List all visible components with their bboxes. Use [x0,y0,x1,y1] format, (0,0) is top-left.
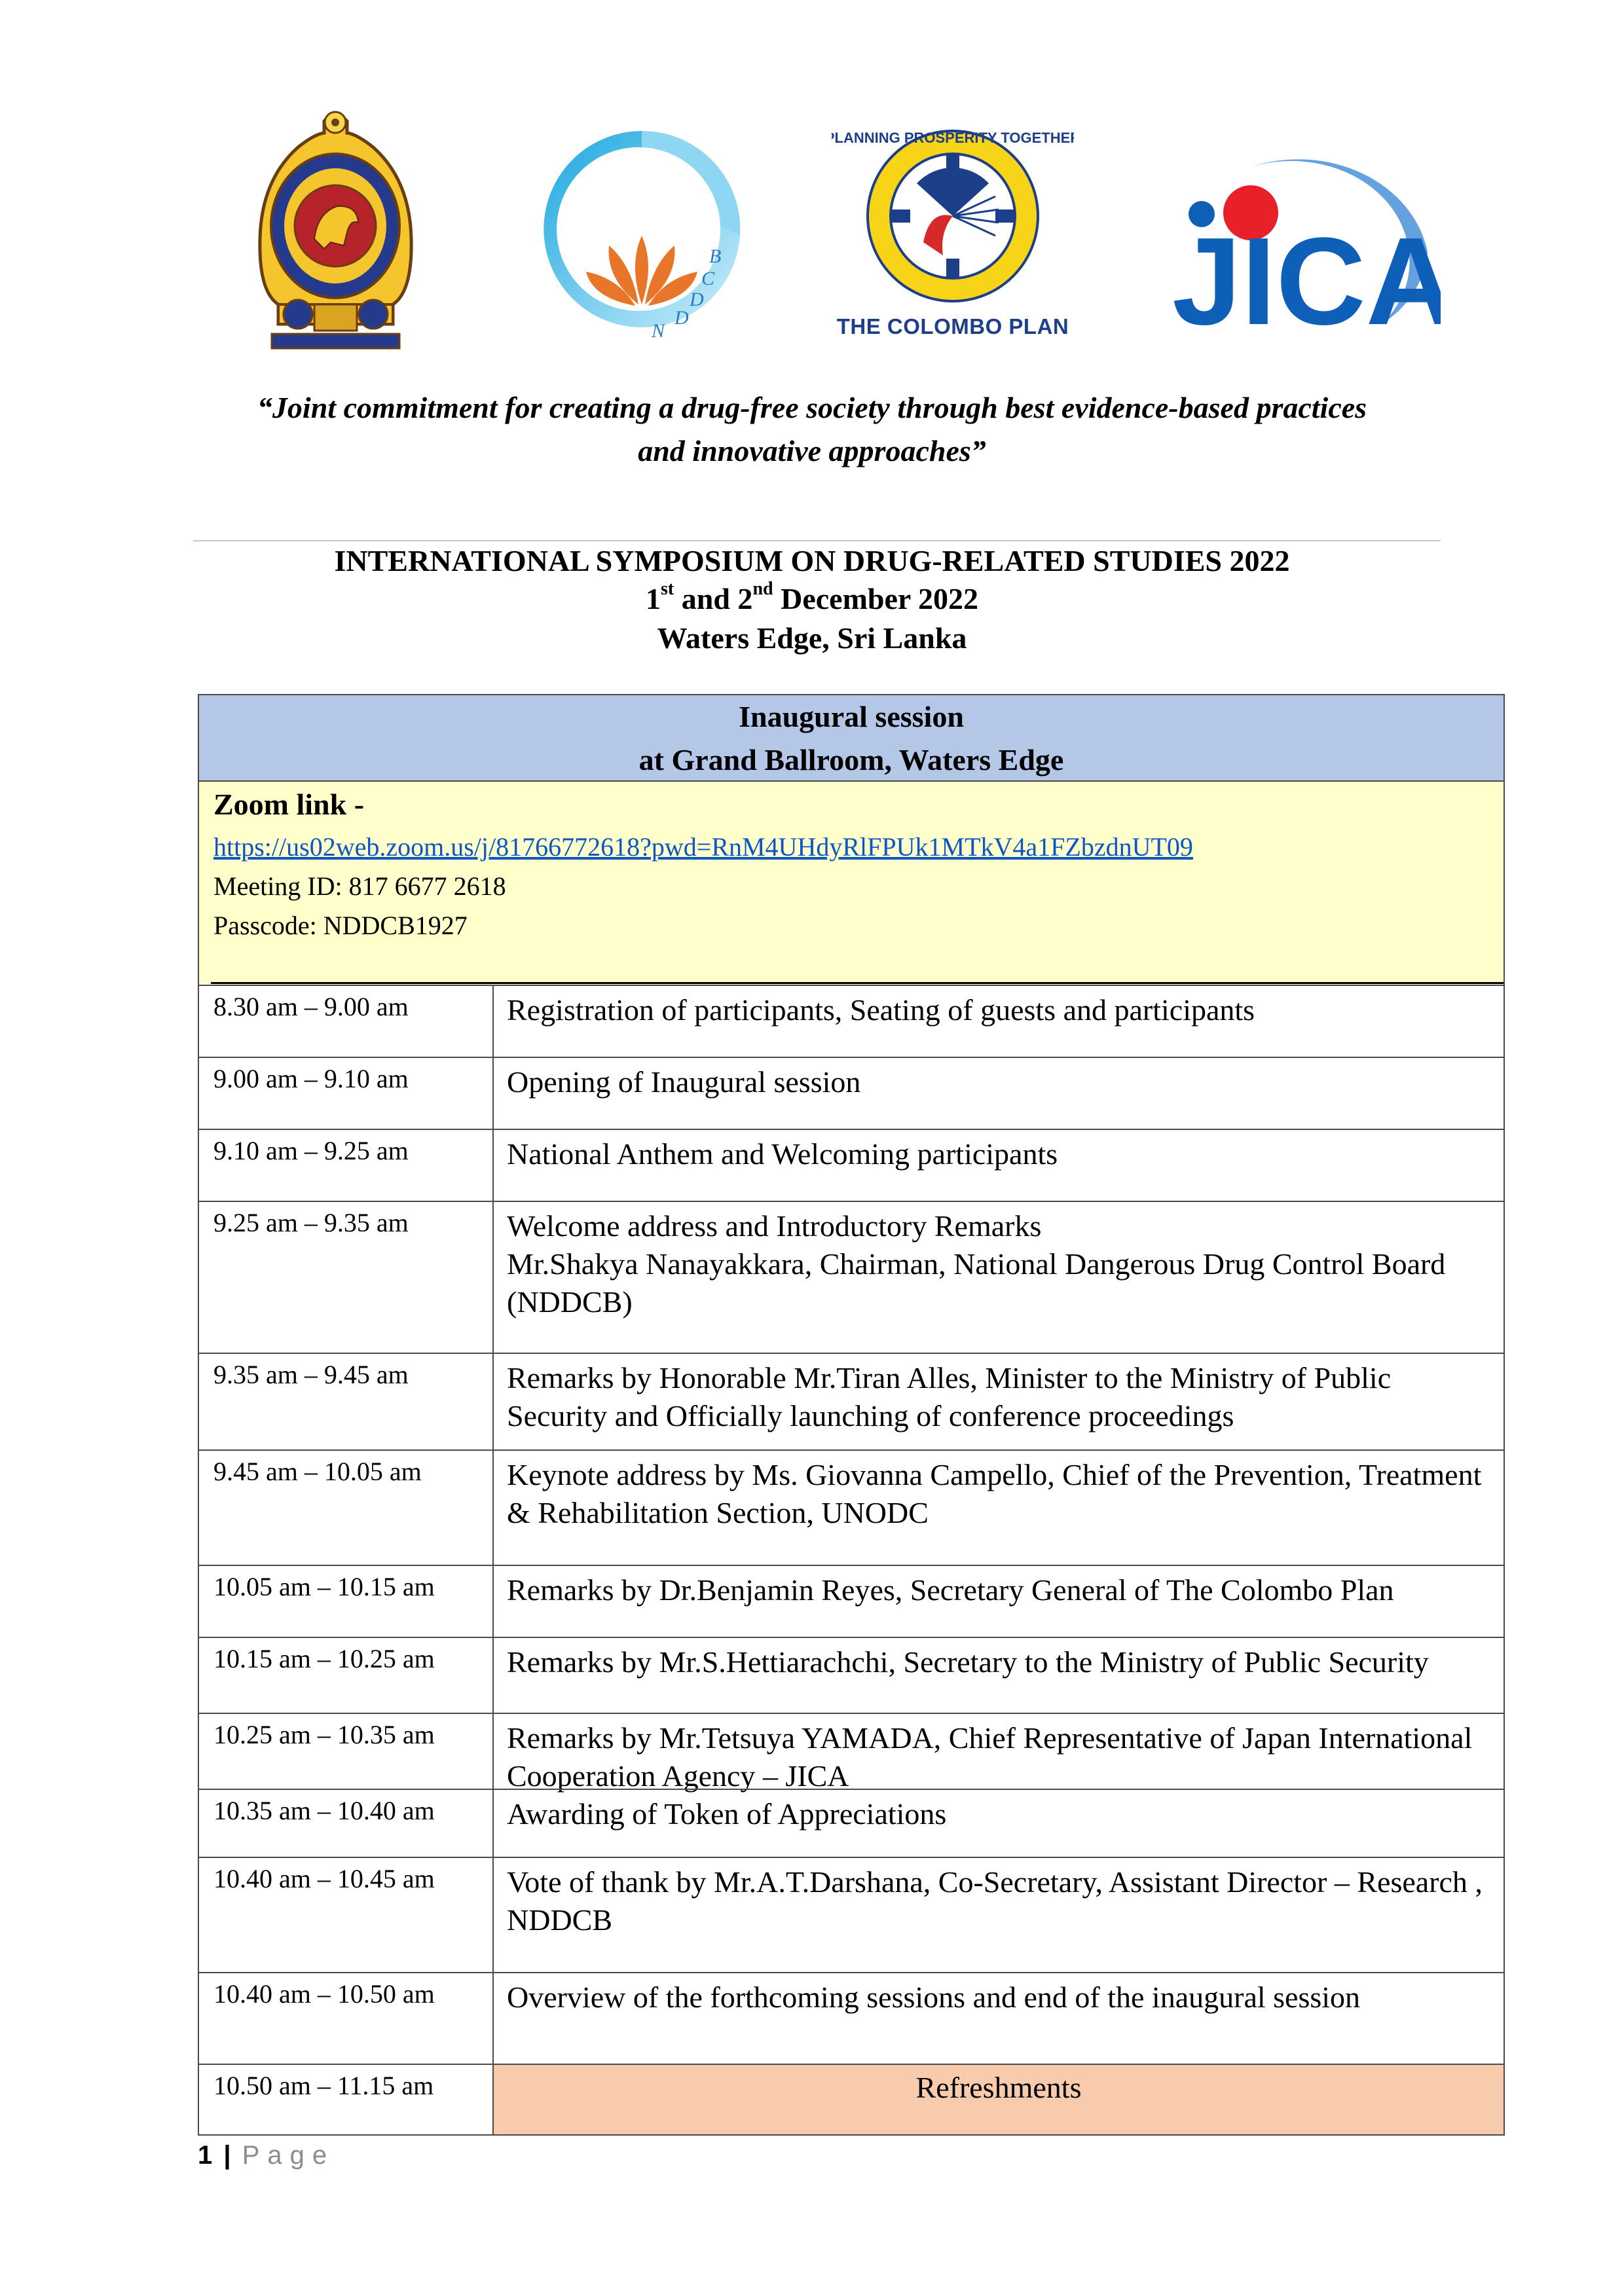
nddcb-letter: B [709,246,722,267]
table-row [199,1789,1504,1857]
schedule-desc: Remarks by Dr.Benjamin Reyes, Secretary General of The Colombo Plan [507,1573,1394,1607]
schedule-desc: Registration of participants, Seating of guests and participants [507,993,1255,1027]
zoom-link[interactable]: https://us02web.zoom.us/j/81766772618?pwd=RnM4UHdyRlFPUk1MTkV4a1FZbzdnUT09 [213,832,1193,862]
table-row [199,1129,1504,1201]
passcode: Passcode: NDDCB1927 [213,911,468,940]
schedule-time: 8.30 am – 9.00 am [213,992,409,1021]
table-row [199,2064,1504,2134]
table-row [199,1353,1504,1449]
schedule-time: 9.25 am – 9.35 am [213,1208,409,1237]
table-row [199,1565,1504,1637]
colombo-plan-name: THE COLOMBO PLAN [836,314,1069,338]
nddcb-letter: C [701,268,715,289]
schedule-desc: Refreshments [915,2071,1082,2104]
schedule-desc [507,1207,1489,1321]
schedule-time: 9.10 am – 9.25 am [213,1136,409,1165]
schedule-desc: Awarding of Token of Appreciations [507,1797,947,1831]
schedule-desc: Opening of Inaugural session [507,1065,861,1099]
zoom-label: Zoom link - [213,788,365,821]
divider [193,540,1441,541]
tagline-line-2: and innovative approaches” [638,434,986,467]
nddcb-letter: N [652,320,665,342]
table-row [199,1713,1504,1793]
nddcb-letter: D [674,307,689,329]
jica-wordmark: JICA [1172,212,1441,350]
schedule-desc: Keynote address by Ms. Giovanna Campello, Chief of the Prevention, Treatment & Rehabilitation Section, UNODC [507,1458,1482,1529]
session-header [199,695,1504,782]
schedule-time: 9.35 am – 9.45 am [213,1360,409,1389]
page-word: Page [242,2141,335,2170]
schedule-time: 9.00 am – 9.10 am [213,1064,409,1093]
table-row [199,1201,1504,1353]
table-row [199,1057,1504,1129]
schedule-desc-line: Welcome address and Introductory Remarks [507,1209,1042,1243]
table-row [199,1449,1504,1565]
zoom-info [199,782,1504,983]
schedule-desc: Remarks by Honorable Mr.Tiran Alles, Minister to the Ministry of Public Security and Officially launching of conference proceedings [507,1361,1392,1432]
table-row [199,985,1504,1057]
schedule-desc: Remarks by Mr.S.Hettiarachchi, Secretary to the Ministry of Public Security [507,1645,1429,1679]
session-location: at Grand Ballroom, Waters Edge [638,743,1064,776]
schedule-time: 10.50 am – 11.15 am [213,2071,434,2100]
schedule-time: 10.15 am – 10.25 am [213,1644,435,1673]
event-title: INTERNATIONAL SYMPOSIUM ON DRUG-RELATED STUDIES 2022 [334,544,1290,577]
footer-separator: | [223,2141,231,2170]
tagline-line-1: “Joint commitment for creating a drug-free society through best evidence-based practices [257,391,1367,424]
table-row [199,1857,1504,1972]
colombo-plan-logo [832,118,1074,350]
schedule-time: 10.40 am – 10.50 am [213,1979,435,2009]
schedule-time: 10.40 am – 10.45 am [213,1864,435,1893]
session-title: Inaugural session [739,700,964,733]
event-dates: 1st and 2nd December 2022 [646,579,978,615]
page-number: 1 [198,2141,213,2170]
page-footer [198,2141,335,2170]
schedule-desc-speaker: Mr.Shakya Nanayakkara, Chairman, National Dangerous Drug Control Board (NDDCB) [507,1247,1446,1319]
colombo-ring-text: PLANNING PROSPERITY TOGETHER [832,130,1074,146]
sri-lanka-emblem-logo [252,108,419,350]
schedule-desc: Overview of the forthcoming sessions and end of the inaugural session [507,1980,1361,2014]
nddcb-letter: D [690,289,704,310]
table-row [199,1972,1504,2044]
jica-logo [1166,134,1441,350]
schedule-time: 10.35 am – 10.40 am [213,1796,435,1825]
table-row [199,1637,1504,1713]
schedule-time: 10.25 am – 10.35 am [213,1720,435,1749]
schedule-desc: National Anthem and Welcoming participants [507,1137,1058,1171]
schedule-desc: Remarks by Mr.Tetsuya YAMADA, Chief Representative of Japan International Cooperation Agency – JICA [507,1721,1473,1793]
meeting-id: Meeting ID: 817 6677 2618 [213,871,506,901]
schedule-desc: Vote of thank by Mr.A.T.Darshana, Co-Secretary, Assistant Director – Research , NDDCB [507,1865,1483,1937]
nddcb-logo [534,128,750,347]
schedule-time: 10.05 am – 10.15 am [213,1572,435,1601]
event-venue: Waters Edge, Sri Lanka [657,621,967,655]
schedule-time: 9.45 am – 10.05 am [213,1457,422,1486]
zoom-underline [211,982,1504,984]
